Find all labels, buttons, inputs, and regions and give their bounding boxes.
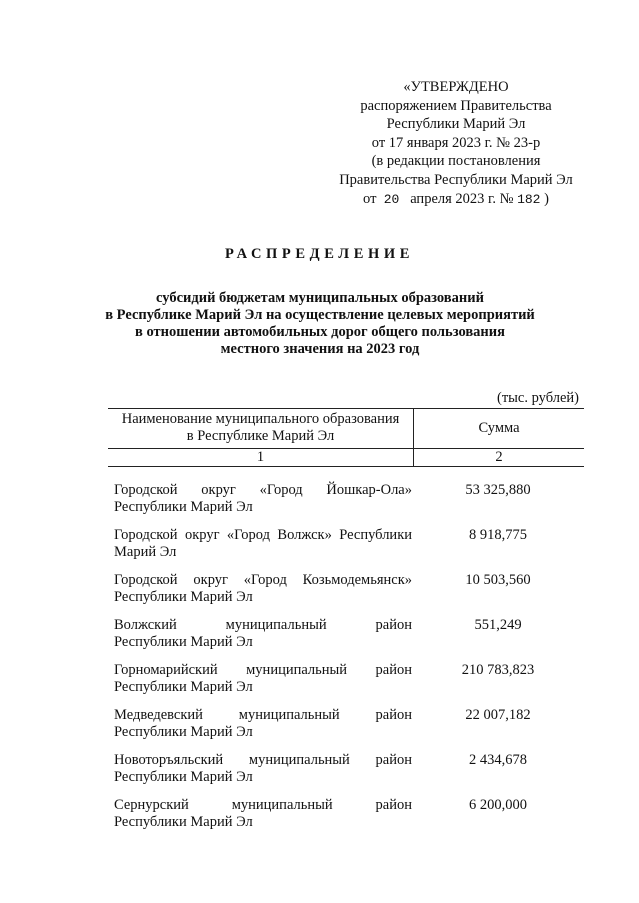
subtitle-line-1: субсидий бюджетам муниципальных образований xyxy=(156,290,484,306)
subsidy-amount: 53 325,880 xyxy=(465,482,531,498)
approval-heading: «УТВЕРЖДЕНО xyxy=(403,79,509,95)
approval-decree-number: 182 xyxy=(517,191,541,207)
table-row xyxy=(108,752,584,797)
municipality-name-line-2: Республики Марий Эл xyxy=(114,634,253,650)
municipality-name-line-1: Сернурский муниципальный район xyxy=(114,797,412,813)
table-row xyxy=(108,527,584,572)
document-title: РАСПРЕДЕЛЕНИЕ xyxy=(225,246,414,262)
municipality-name-line-1: Волжский муниципальный район xyxy=(114,617,412,633)
subsidy-amount: 22 007,182 xyxy=(465,707,531,723)
table-row xyxy=(108,662,584,707)
municipality-name xyxy=(108,482,412,527)
subsidy-amount: 10 503,560 xyxy=(465,572,531,588)
subsidy-amount: 8 918,775 xyxy=(469,527,527,543)
units-label: (тыс. рублей) xyxy=(497,390,579,406)
column-number-row xyxy=(108,449,584,467)
table-row xyxy=(108,797,584,842)
approval-date-day: 20 xyxy=(383,191,400,207)
approval-date-middle: апреля 2023 г. № xyxy=(410,190,514,207)
approval-line-4: от 17 января 2023 г. № 23-р xyxy=(371,134,541,151)
approval-line-5: (в редакции постановления xyxy=(371,153,541,170)
subtitle-line-4: местного значения на 2023 год xyxy=(220,341,420,357)
table-row xyxy=(108,707,584,752)
header-municipality-line-2: в Республике Марий Эл xyxy=(186,428,335,444)
municipality-name-line-1: Новоторъяльский муниципальный район xyxy=(114,752,412,768)
header-amount: Сумма xyxy=(478,420,520,436)
municipality-name xyxy=(108,662,412,707)
approval-date-prefix: от xyxy=(363,190,377,207)
subsidy-amount: 551,249 xyxy=(474,617,522,633)
municipality-name-line-2: Марий Эл xyxy=(114,544,177,560)
column-number-1: 1 xyxy=(108,449,414,466)
table-row xyxy=(108,572,584,617)
table-row xyxy=(108,482,584,527)
municipality-name-line-2: Республики Марий Эл xyxy=(114,769,253,785)
municipality-name xyxy=(108,572,412,617)
subsidy-amount: 210 783,823 xyxy=(461,662,535,678)
municipality-name-line-2: Республики Марий Эл xyxy=(114,814,253,830)
municipality-name-line-1: Городской округ «Город Козьмодемьянск» xyxy=(114,572,412,588)
distribution-table xyxy=(108,408,584,842)
column-number-2: 2 xyxy=(495,449,503,465)
municipality-name-line-2: Республики Марий Эл xyxy=(114,499,253,515)
subsidy-amount: 6 200,000 xyxy=(469,797,527,813)
municipality-name-line-1: Медведевский муниципальный район xyxy=(114,707,412,723)
municipality-name xyxy=(108,527,412,572)
municipality-name-line-2: Республики Марий Эл xyxy=(114,724,253,740)
subtitle-line-2: в Республике Марий Эл на осуществление целевых мероприятий xyxy=(105,307,535,323)
table-header xyxy=(108,408,584,449)
municipality-name xyxy=(108,752,412,797)
municipality-name-line-2: Республики Марий Эл xyxy=(114,589,253,605)
municipality-name-line-1: Городской округ «Город Йошкар-Ола» xyxy=(114,482,412,498)
municipality-name xyxy=(108,617,412,662)
document-subtitle xyxy=(60,290,580,358)
subtitle-line-3: в отношении автомобильных дорог общего пользования xyxy=(135,324,505,340)
municipality-name xyxy=(108,707,412,752)
approval-block xyxy=(326,78,586,209)
approval-date-suffix: ) xyxy=(544,190,549,207)
approval-line-2: распоряжением Правительства xyxy=(360,97,552,114)
municipality-name-line-1: Горномарийский муниципальный район xyxy=(114,662,412,678)
municipality-name xyxy=(108,797,412,842)
municipality-name-line-1: Городской округ «Город Волжск» Республики xyxy=(114,527,412,543)
municipality-name-line-2: Республики Марий Эл xyxy=(114,679,253,695)
approval-line-6: Правительства Республики Марий Эл xyxy=(339,171,573,188)
header-municipality-line-1: Наименование муниципального образования xyxy=(121,411,400,427)
header-municipality xyxy=(108,409,414,448)
approval-line-3: Республики Марий Эл xyxy=(386,116,526,133)
table-body xyxy=(108,482,584,842)
subsidy-amount: 2 434,678 xyxy=(469,752,527,768)
approval-line-7 xyxy=(326,190,586,210)
table-row xyxy=(108,617,584,662)
